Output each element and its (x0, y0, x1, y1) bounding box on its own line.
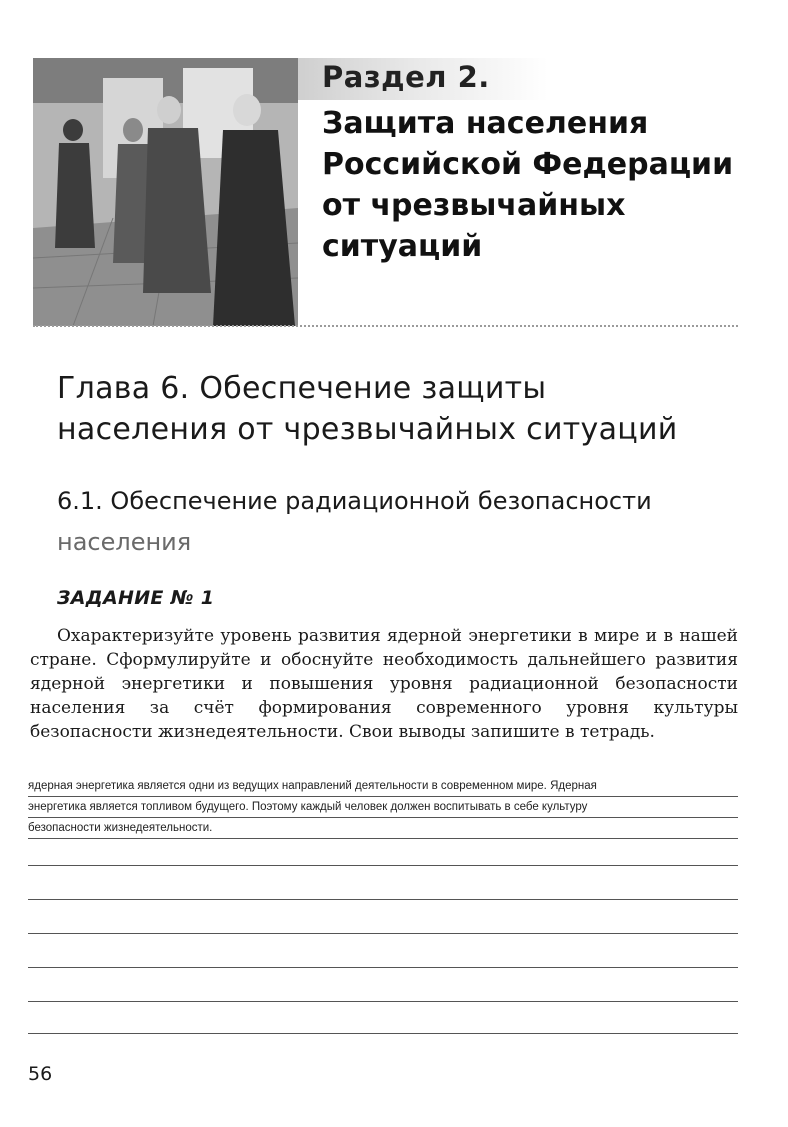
section-title-line: от чрезвычайных (322, 188, 626, 223)
section-label: Раздел 2. (322, 60, 490, 94)
task-text: Охарактеризуйте уровень развития ядерной энергетики в мире и в нашей стране. Сформулируйте и обоснуйте необходимость дальнейшего развития ядерной энергетики и повышения уровня радиационной безопасности населения за счёт формирования современного уровня культуры безопасности жизнедеятельности. Свои выводы запишите в тетрадь. (30, 626, 738, 742)
section-divider (33, 325, 738, 327)
task-heading: ЗАДАНИЕ № 1 (57, 587, 215, 609)
section-title (322, 103, 762, 267)
page-number: 56 (28, 1063, 53, 1085)
section-title-line: ситуаций (322, 229, 483, 264)
answer-line[interactable]: безопасности жизнедеятельности. (28, 818, 738, 839)
section-photo (33, 58, 298, 326)
section-title-line: Защита населения (322, 106, 649, 141)
people-in-protective-suits-image (33, 58, 298, 326)
blank-answer-line[interactable] (28, 899, 738, 900)
answer-line[interactable]: энергетика является топливом будущего. Поэтому каждый человек должен воспитывать в себе культуру (28, 797, 738, 818)
subsection-title-line: 6.1. Обеспечение радиационной безопасности (57, 487, 652, 515)
subsection-title-line: населения (57, 528, 192, 556)
section-title-line: Российской Федерации (322, 147, 734, 182)
blank-answer-line[interactable] (28, 1001, 738, 1002)
subsection-title (57, 481, 757, 563)
chapter-title-line: Глава 6. Обеспечение защиты (57, 371, 547, 406)
answer-line[interactable]: ядерная энергетика является одни из ведущих направлений деятельности в современном мире. Ядерная (28, 776, 738, 797)
blank-answer-line[interactable] (28, 1033, 738, 1034)
blank-answer-line[interactable] (28, 933, 738, 934)
chapter-title (57, 368, 757, 450)
chapter-title-line: населения от чрезвычайных ситуаций (57, 412, 678, 447)
blank-answer-line[interactable] (28, 967, 738, 968)
answer-area (28, 776, 738, 839)
blank-answer-line[interactable] (28, 865, 738, 866)
